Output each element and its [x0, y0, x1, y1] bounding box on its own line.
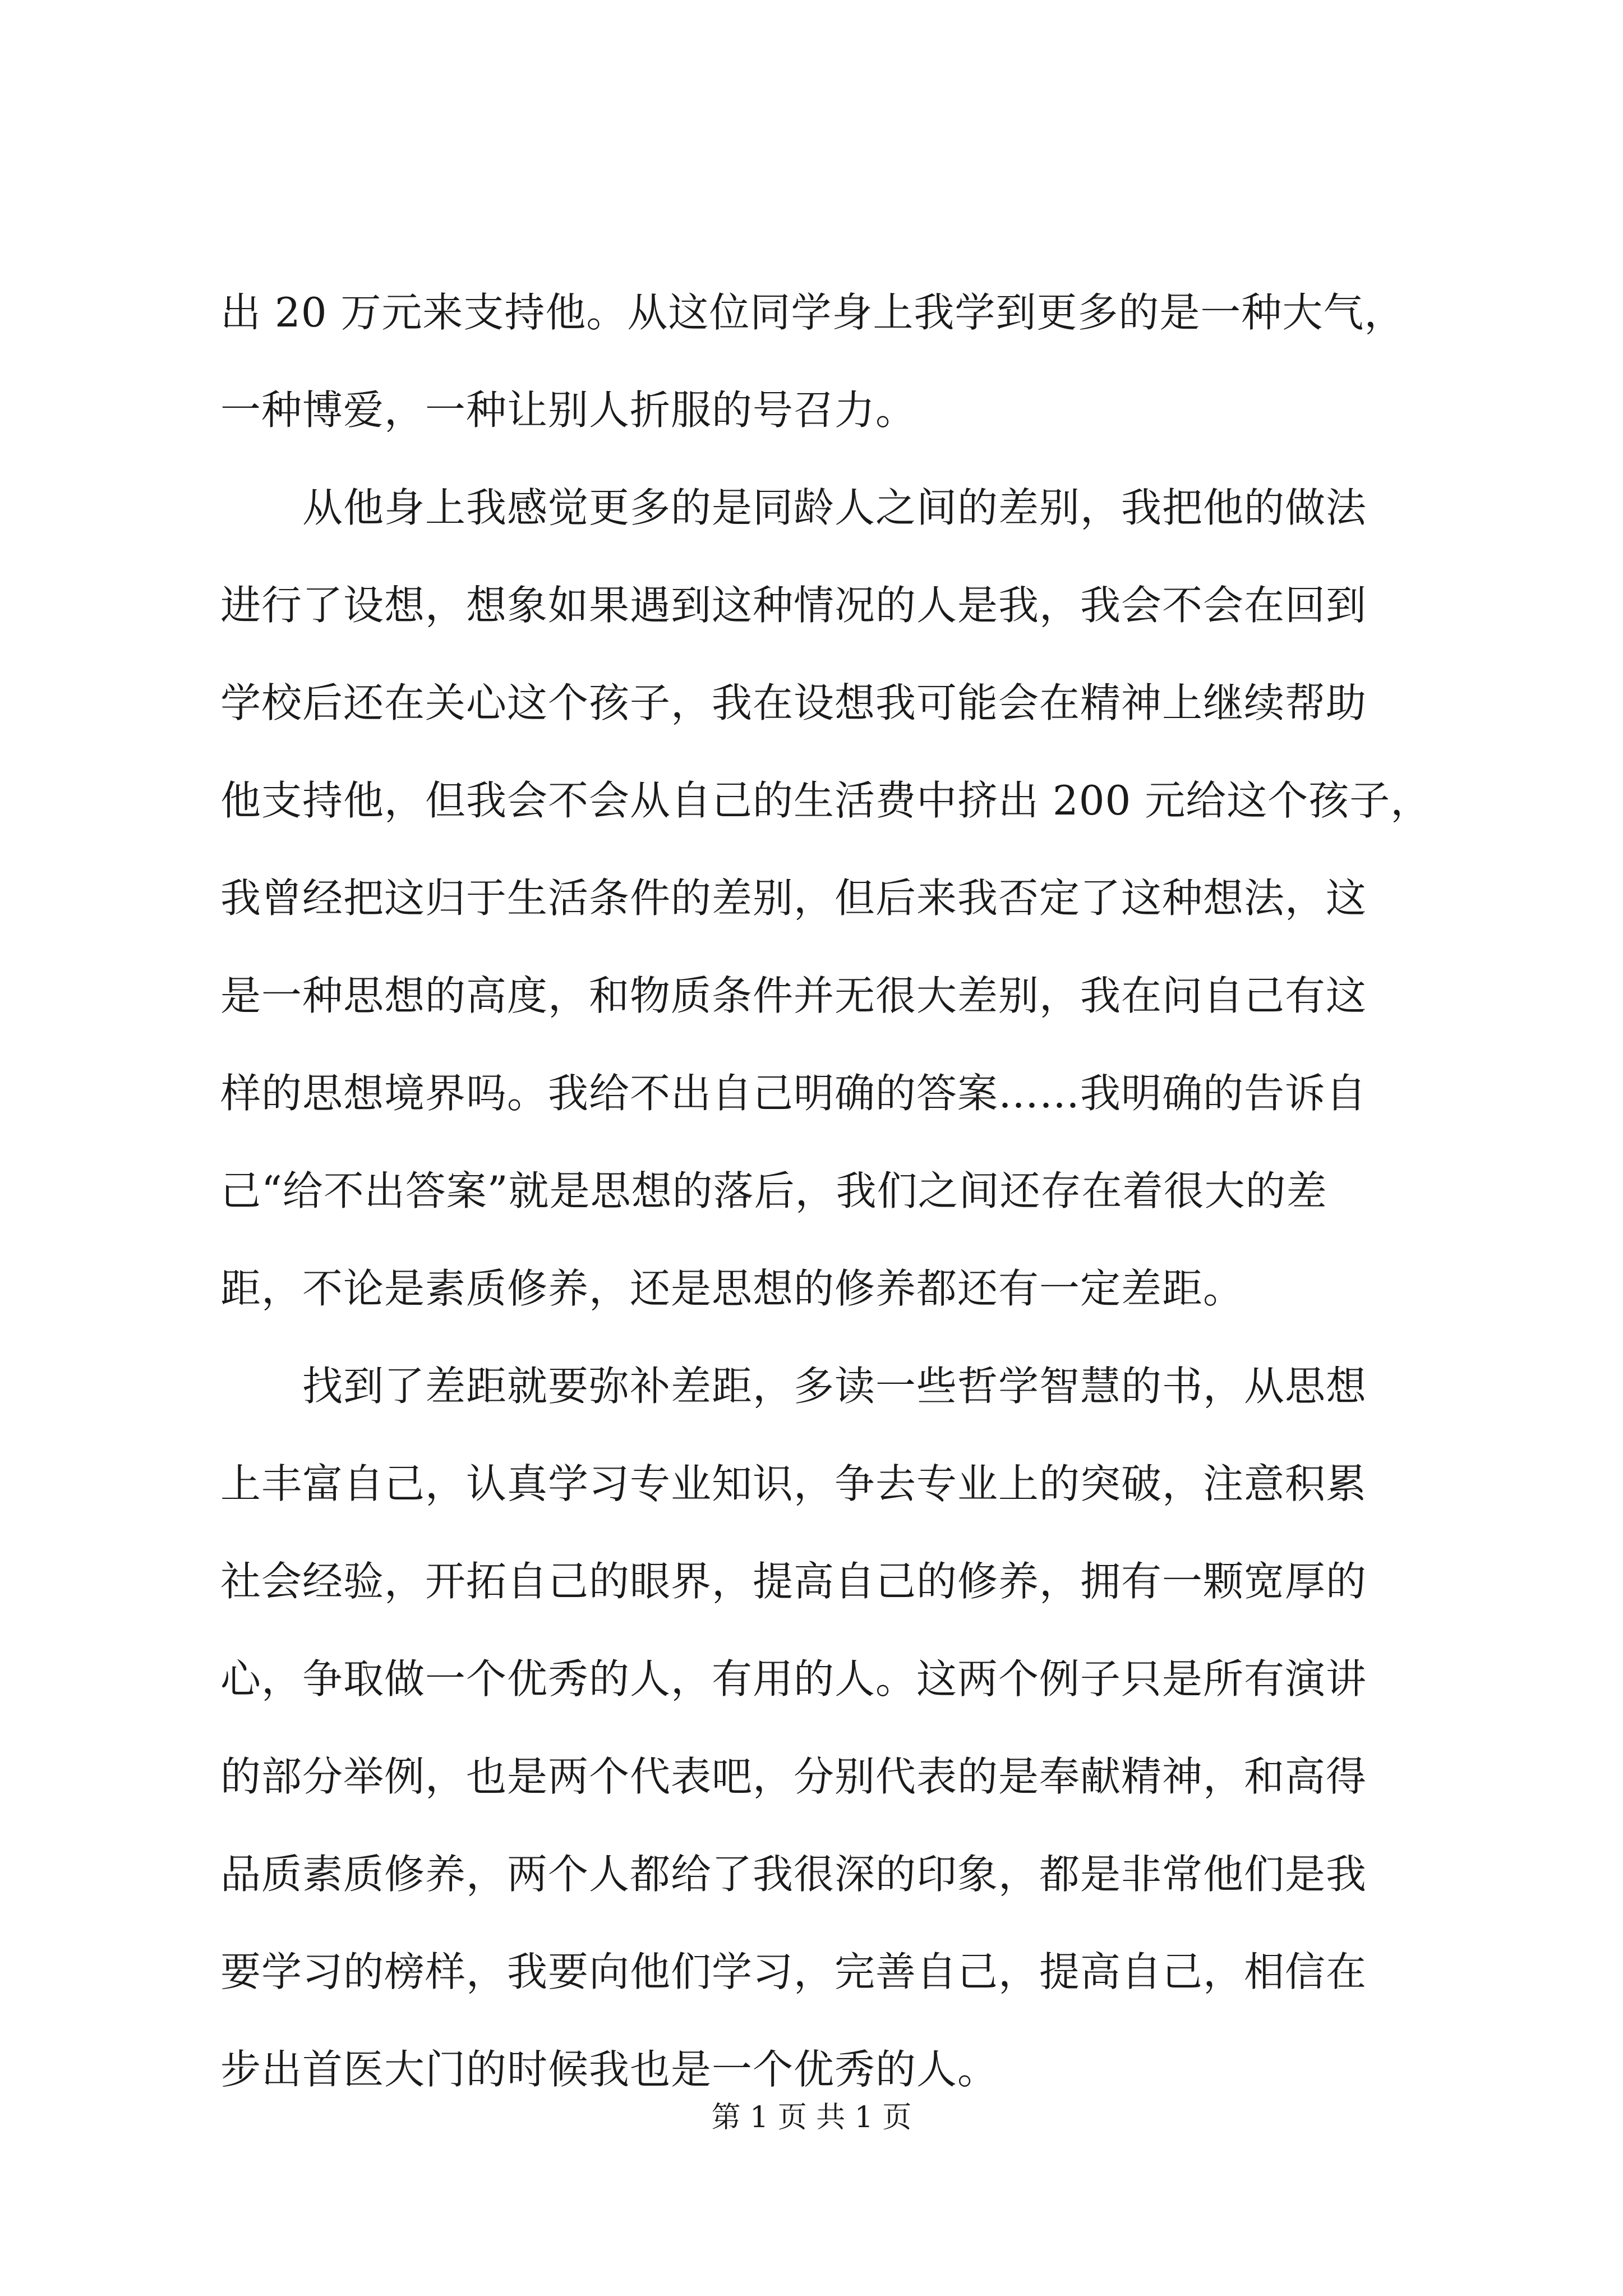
text-line: 己“给不出答案”就是思想的落后，我们之间还存在着很大的差	[220, 1167, 1327, 1214]
text-line: 学校后还在关心这个孩子，我在设想我可能会在精神上继续帮助	[220, 679, 1367, 726]
text-line: 心，争取做一个优秀的人，有用的人。这两个例子只是所有演讲	[220, 1655, 1367, 1703]
text-line: 我曾经把这归于生活条件的差别，但后来我否定了这种想法，这	[220, 875, 1367, 922]
body-text	[220, 264, 1432, 2118]
text-line: 从他身上我感觉更多的是同龄人之间的差别，我把他的做法	[220, 484, 1367, 531]
text-line: 找到了差距就要弥补差距，多读一些哲学智慧的书，从思想	[220, 1363, 1367, 1410]
text-line: 品质素质修养，两个人都给了我很深的印象，都是非常他们是我	[220, 1851, 1367, 1898]
text-line: 出 20 万元来支持他。从这位同学身上我学到更多的是一种大气，	[220, 289, 1405, 336]
text-line: 距，不论是素质修养，还是思想的修养都还有一定差距。	[220, 1265, 1244, 1312]
text-line: 的部分举例，也是两个代表吧，分别代表的是奉献精神，和高得	[220, 1753, 1367, 1800]
text-line: 步出首医大门的时候我也是一个优秀的人。	[220, 2046, 999, 2093]
page-number-footer: 第 1 页 共 1 页	[711, 2101, 912, 2134]
text-line: 要学习的榜样，我要向他们学习，完善自己，提高自己，相信在	[220, 1948, 1367, 1995]
text-line: 进行了设想，想象如果遇到这种情况的人是我，我会不会在回到	[220, 582, 1367, 629]
text-line: 是一种思想的高度，和物质条件并无很大差别，我在问自己有这	[220, 972, 1367, 1019]
text-line: 上丰富自己，认真学习专业知识，争去专业上的突破，注意积累	[220, 1460, 1367, 1507]
text-line: 社会经验，开拓自己的眼界，提高自己的修养，拥有一颗宽厚的	[220, 1558, 1367, 1605]
text-line: 一种博爱，一种让别人折服的号召力。	[220, 386, 917, 434]
text-line: 他支持他，但我会不会从自己的生活费中挤出 200 元给这个孩子，	[220, 777, 1432, 824]
text-line: 样的思想境界吗。我给不出自己明确的答案……我明确的告诉自	[220, 1070, 1367, 1117]
